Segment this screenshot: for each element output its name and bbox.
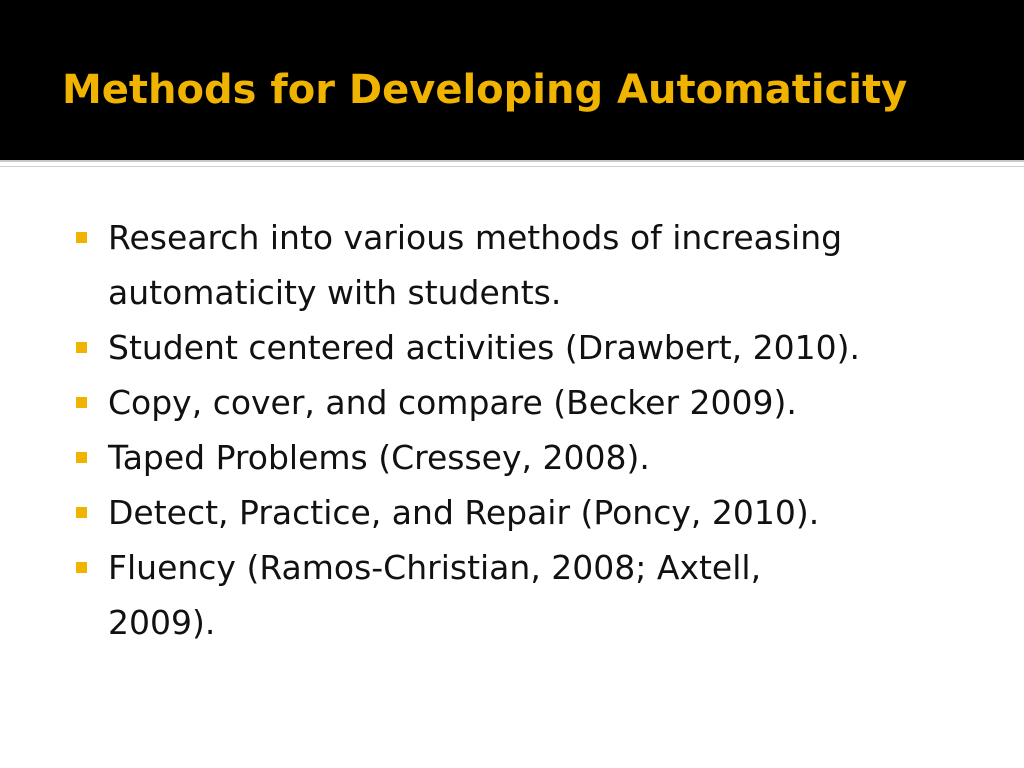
bullet-text-line: automaticity with students. xyxy=(108,273,562,312)
bullet-text-line: Research into various methods of increasing xyxy=(108,218,843,257)
bullet-item-copy-cover-compare xyxy=(66,375,966,430)
square-bullet-icon xyxy=(76,232,87,243)
square-bullet-icon xyxy=(76,397,87,408)
square-bullet-icon xyxy=(76,342,87,353)
bullet-text-line: Copy, cover, and compare (Becker 2009). xyxy=(108,383,797,422)
slide-title: Methods for Developing Automaticity xyxy=(62,67,908,113)
bullet-list xyxy=(66,210,966,650)
title-divider-thin xyxy=(0,166,1024,167)
square-bullet-icon xyxy=(76,562,87,573)
bullet-text-line: Student centered activities (Drawbert, 2010). xyxy=(108,328,860,367)
bullet-text-line: 2009). xyxy=(108,603,216,642)
bullet-text-line: Taped Problems (Cressey, 2008). xyxy=(108,438,650,477)
bullet-item-taped-problems xyxy=(66,430,966,485)
title-bar xyxy=(0,0,1024,160)
bullet-item-fluency xyxy=(66,540,966,650)
bullet-item-student-centered xyxy=(66,320,966,375)
bullet-item-detect-practice-repair xyxy=(66,485,966,540)
bullet-text-line: Fluency (Ramos-Christian, 2008; Axtell, xyxy=(108,548,762,587)
bullet-text-line: Detect, Practice, and Repair (Poncy, 2010). xyxy=(108,493,820,532)
square-bullet-icon xyxy=(76,452,87,463)
square-bullet-icon xyxy=(76,507,87,518)
title-divider-thick xyxy=(0,160,1024,162)
bullet-item-research xyxy=(66,210,966,320)
